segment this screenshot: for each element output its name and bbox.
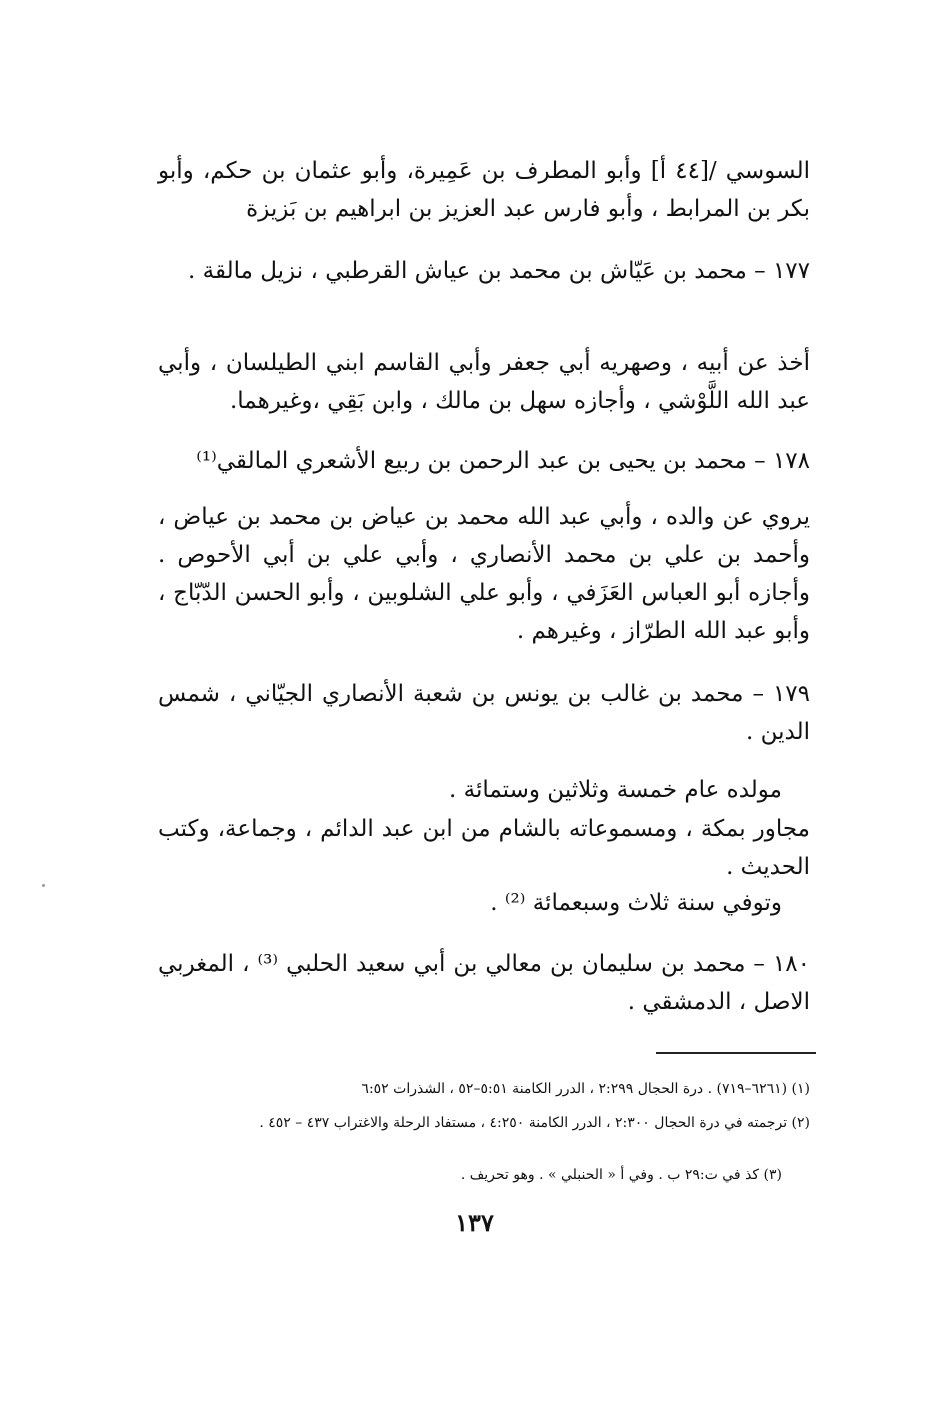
entry-177-heading: ١٧٧ – محمد بن عَيّاش بن محمد بن عياش القرطبي ، نزيل مالقة . — [188, 258, 810, 284]
footnote-divider — [656, 1052, 816, 1054]
entry-178-heading: ١٧٨ – محمد بن يحيى بن عبد الرحمن بن ربيع الأشعري المالقي⁽¹⁾ — [196, 448, 810, 474]
entry-177-body: أخذ عن أبيه ، وصهريه أبي جعفر وأبي القاسم ابني الطيلسان ، وأبي عبد الله اللَّوْشي ، وأجازه سهل بن مالك ، وابن بَقِي ،وغيرهما. — [158, 350, 810, 414]
entry-179-heading: ١٧٩ – محمد بن غالب بن يونس بن شعبة الأنصاري الجيّاني ، شمس الدين . — [158, 681, 810, 745]
footnote-2: (٢) ترجمته في درة الحجال ٢:٣٠٠ ، الدرر الكامنة ٤:٢٥٠ ، مستفاد الرحلة والاغتراب ٤٣٧ – ٤٥٢ . — [259, 1115, 810, 1131]
page-number: ١٣٧ — [455, 1208, 494, 1237]
paragraph-continuation: السوسي /[٤٤ أ] وأبو المطرف بن عَمِيرة، وأبو عثمان بن حكم، وأبو بكر بن المرابط ، وأبو فارس عبد العزيز بن ابراهيم بن بَزيزة — [158, 158, 810, 222]
entry-178-body: يروي عن والده ، وأبي عبد الله محمد بن عياض بن محمد بن عياض ، وأحمد بن علي بن محمد الأنصاري ، وأبي علي بن أبي الأحوص . وأجازه أبو العباس العَزَفي ، وأبو علي الشلوبين ، وأبو الحسن الدّبّاج ، وأبو عبد الله الطرّاز ، وغيرهم . — [158, 504, 810, 644]
entry-180-heading: ١٨٠ – محمد بن سليمان بن معالي بن أبي سعيد الحلبي ⁽³⁾ ، المغربي الاصل ، الدمشقي . — [158, 951, 810, 1015]
entry-179-birth: مولده عام خمسة وثلاثين وستمائة . — [449, 777, 782, 803]
footnote-1: (١) (٦٢٦١–٧١٩) . درة الحجال ٢:٢٩٩ ، الدرر الكامنة ٥:٥١–٥٢ ، الشذرات ٦:٥٢ — [361, 1081, 810, 1097]
entry-179-body: مجاور بمكة ، ومسموعاته بالشام من ابن عبد الدائم ، وجماعة، وكتب الحديث . — [158, 816, 810, 880]
scan-speck — [42, 884, 45, 887]
footnote-3: (٣) كذ في ت:٢٩ ب . وفي أ « الحنبلي » . وهو تحريف . — [460, 1167, 782, 1183]
entry-179-death: وتوفي سنة ثلاث وسبعمائة ⁽²⁾ . — [490, 890, 782, 916]
